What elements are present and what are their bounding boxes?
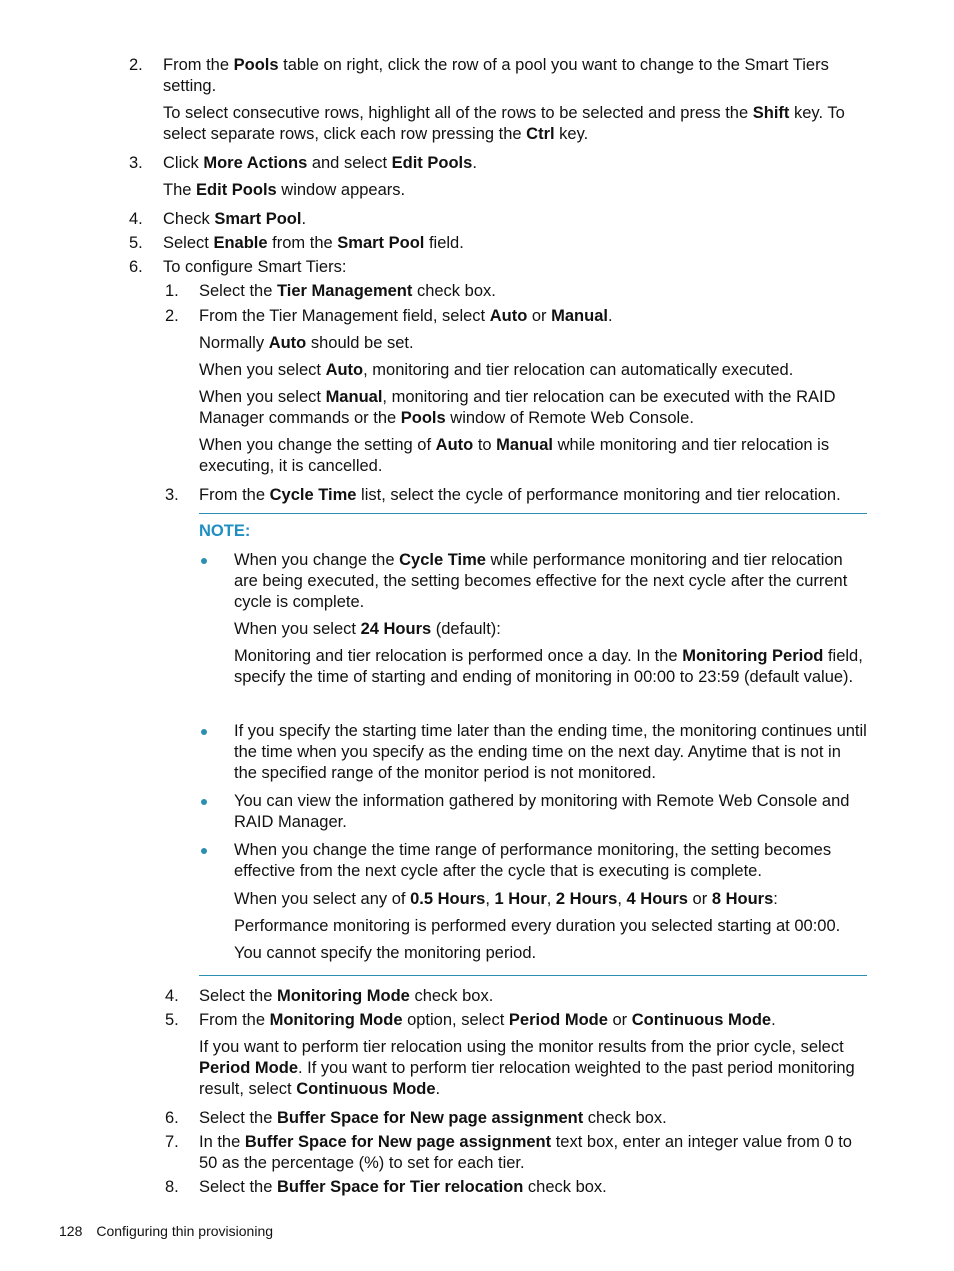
footer-section-title: Configuring thin provisioning <box>96 1223 274 1239</box>
step-paragraph: The Edit Pools window appears. <box>163 181 406 199</box>
step-text: Check Smart Pool. <box>163 210 307 228</box>
substep-number: 6. <box>165 1109 179 1127</box>
substep-text: In the Buffer Space for New page assignment text box, enter an integer value from 0 to 50 as the percentage (%) to set for each tier. <box>199 1133 852 1172</box>
substep-paragraph: If you want to perform tier relocation using the monitor results from the prior cycle, select Period Mode. If you want to perform tier relocation weighted to the past period monitoring result, select Continuous Mode. <box>199 1038 855 1098</box>
note-bullet-text: You can view the information gathered by monitoring with Remote Web Console and RAID Manager. <box>234 792 850 831</box>
step-text: To configure Smart Tiers: <box>163 258 347 276</box>
bullet-icon <box>201 729 207 735</box>
substep-number: 1. <box>165 282 179 300</box>
step-text: From the Pools table on right, click the row of a pool you want to change to the Smart Tiers setting. <box>163 56 829 95</box>
note-bullet-text: When you change the Cycle Time while performance monitoring and tier relocation are being executed, the setting becomes effective for the next cycle after the current cycle is complete. <box>234 551 848 611</box>
note-paragraph: When you select any of 0.5 Hours, 1 Hour, 2 Hours, 4 Hours or 8 Hours: <box>234 890 778 908</box>
step-number: 5. <box>129 234 143 252</box>
substep-text: Select the Buffer Space for New page assignment check box. <box>199 1109 667 1127</box>
note-paragraph: You cannot specify the monitoring period. <box>234 944 537 962</box>
bullet-icon <box>201 799 207 805</box>
note-bottom-rule <box>199 975 867 976</box>
substep-number: 7. <box>165 1133 179 1151</box>
substep-paragraph: Normally Auto should be set. <box>199 334 414 352</box>
substep-number: 2. <box>165 307 179 325</box>
substep-number: 5. <box>165 1011 179 1029</box>
note-paragraph: Performance monitoring is performed every duration you selected starting at 00:00. <box>234 917 841 935</box>
step-text: Click More Actions and select Edit Pools. <box>163 154 477 172</box>
bullet-icon <box>201 848 207 854</box>
step-number: 6. <box>129 258 143 276</box>
note-paragraph: Monitoring and tier relocation is performed once a day. In the Monitoring Period field, specify the time of starting and ending of monitoring in 00:00 to 23:59 (default value). <box>234 647 863 686</box>
note-bullet-text: If you specify the starting time later than the ending time, the monitoring continues until the time when you specify as the ending time on the next day. Anytime that is not in the specified range of the monitor period is not monitored. <box>234 722 867 782</box>
substep-paragraph: When you change the setting of Auto to Manual while monitoring and tier relocation is executing, it is cancelled. <box>199 436 830 475</box>
substep-number: 3. <box>165 486 179 504</box>
note-heading: NOTE: <box>199 522 251 540</box>
substep-number: 4. <box>165 987 179 1005</box>
substep-paragraph: When you select Auto, monitoring and tier relocation can automatically executed. <box>199 361 794 379</box>
step-number: 2. <box>129 56 143 74</box>
bullet-icon <box>201 558 207 564</box>
page-number: 128 <box>59 1223 83 1239</box>
substep-paragraph: When you select Manual, monitoring and tier relocation can be executed with the RAID Manager commands or the Pools window of Remote Web Console. <box>199 388 836 427</box>
step-number: 4. <box>129 210 143 228</box>
note-bullet-text: When you change the time range of performance monitoring, the setting becomes effective from the next cycle after the cycle that is executing is complete. <box>234 841 832 880</box>
note-paragraph: When you select 24 Hours (default): <box>234 620 501 638</box>
note-top-rule <box>199 513 867 514</box>
substep-text: From the Cycle Time list, select the cycle of performance monitoring and tier relocation. <box>199 486 841 504</box>
substep-text: From the Tier Management field, select Auto or Manual. <box>199 307 613 325</box>
page-footer <box>59 1222 287 1240</box>
step-text: Select Enable from the Smart Pool field. <box>163 234 464 252</box>
step-paragraph: To select consecutive rows, highlight all of the rows to be selected and press the Shift key. To select separate rows, click each row pressing the Ctrl key. <box>163 104 845 143</box>
substep-text: Select the Tier Management check box. <box>199 282 496 300</box>
substep-text: Select the Monitoring Mode check box. <box>199 987 494 1005</box>
substep-text: From the Monitoring Mode option, select Period Mode or Continuous Mode. <box>199 1011 776 1029</box>
substep-text: Select the Buffer Space for Tier relocation check box. <box>199 1178 607 1196</box>
substep-number: 8. <box>165 1178 179 1196</box>
step-number: 3. <box>129 154 143 172</box>
